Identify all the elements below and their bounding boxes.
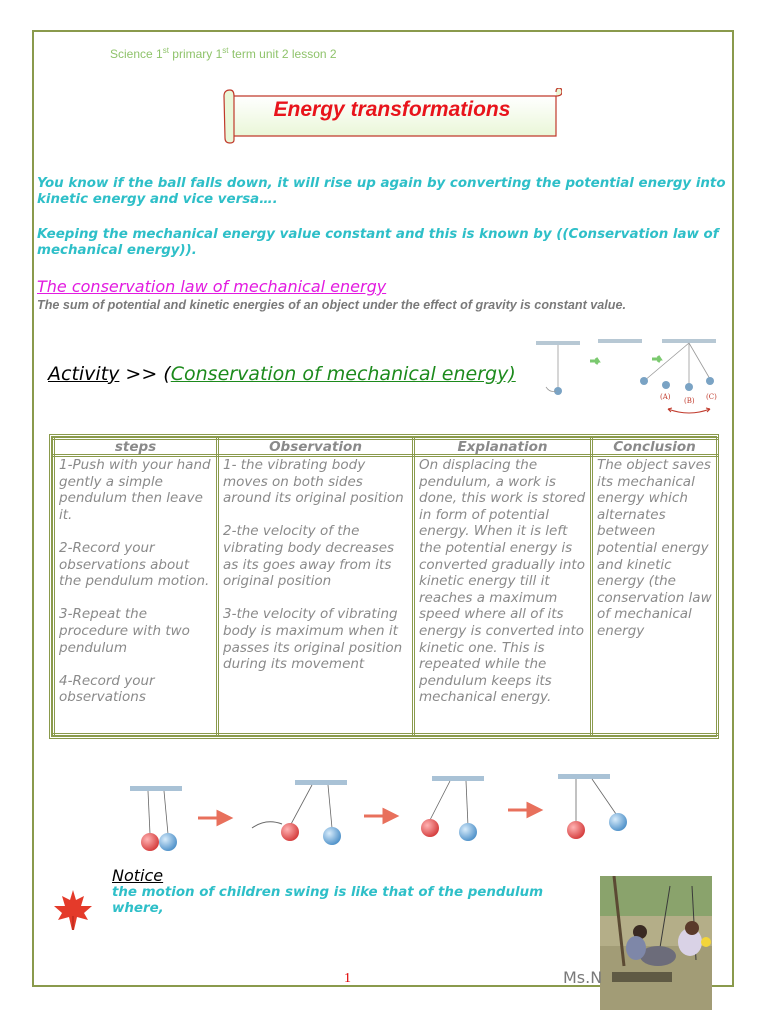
observation-cell [218,456,414,735]
law-heading: The conservation law of mechanical energy [37,277,387,296]
intro-paragraph-1: You know if the ball falls down, it will rise up again by converting the potential energy into kinetic energy and vice versa…. [37,176,726,207]
page-title: Energy transformations [273,98,511,121]
activity-name: Conservation of mechanical energy) [170,363,516,385]
observation-2: 2-the velocity of the vibrating body decreases as its goes away from its original position [223,523,395,590]
notice-text: the motion of children swing is like that of the pendulum where, [112,885,544,916]
observation-3: 3-the velocity of vibrating body is maximum when it passes its original position during its movement [223,606,403,673]
figure-label-b: (B) [684,397,695,405]
steps-cell [54,456,218,735]
header-explanation: Explanation [414,439,592,456]
law-definition: The sum of potential and kinetic energies of an object under the effect of gravity is constant value. [37,298,626,312]
table-row [54,456,718,735]
explanation-cell [414,456,592,735]
header-observation: Observation [218,439,414,456]
header-steps: steps [54,439,218,456]
maple-leaf-icon [50,886,96,932]
conclusion-text: The object saves its mechanical energy which alternates between potential energy and kinetic energy (the conservation law of mechanical energy [597,457,712,639]
header-sup-1: st [162,46,169,55]
header-prefix: Science 1 [110,47,163,61]
children-swing-photo [600,876,712,1010]
header-conclusion: Conclusion [592,439,718,456]
header-middle: primary 1 [168,47,223,61]
step-2: 2-Record your observations about the pendulum motion. [59,539,210,590]
header-suffix: term unit 2 lesson 2 [228,47,337,61]
activity-heading [48,362,518,386]
step-3: 3-Repeat the procedure with two pendulum [59,606,190,656]
observation-1: 1- the vibrating body moves on both sides around its original position [223,457,404,507]
figure-label-c: (C) [706,393,717,401]
page-number: 1 [344,971,351,986]
figure-label-a: (A) [660,393,671,401]
activity-table [49,434,719,739]
header-sup-2: st [222,46,229,55]
conclusion-cell [592,456,718,735]
notice-heading: Notice [112,866,164,885]
lesson-header [110,46,337,61]
step-1: 1-Push with your hand gently a simple pendulum then leave it. [59,457,211,523]
author-name: Ms.N [563,968,603,987]
pendulum-activity-figure [528,333,724,419]
intro-paragraph-2: Keeping the mechanical energy value constant and this is known by ((Conservation law of mechanical energy)). [37,227,719,258]
activity-arrow: >> ( [119,363,171,385]
table-header-row [54,439,718,456]
pendulum-sequence-figure [120,770,640,860]
explanation-text: On displacing the pendulum, a work is done, this work is stored in form of potential energy. When it is left the potential energy is converted gradually into kinetic energy till it reaches a maximum speed where all of its energy is converted into kinetic one. This is repeated while the pendulum keeps its mechanical energy. [419,457,586,706]
activity-label: Activity [48,363,120,385]
step-4: 4-Record your observations [59,672,155,706]
